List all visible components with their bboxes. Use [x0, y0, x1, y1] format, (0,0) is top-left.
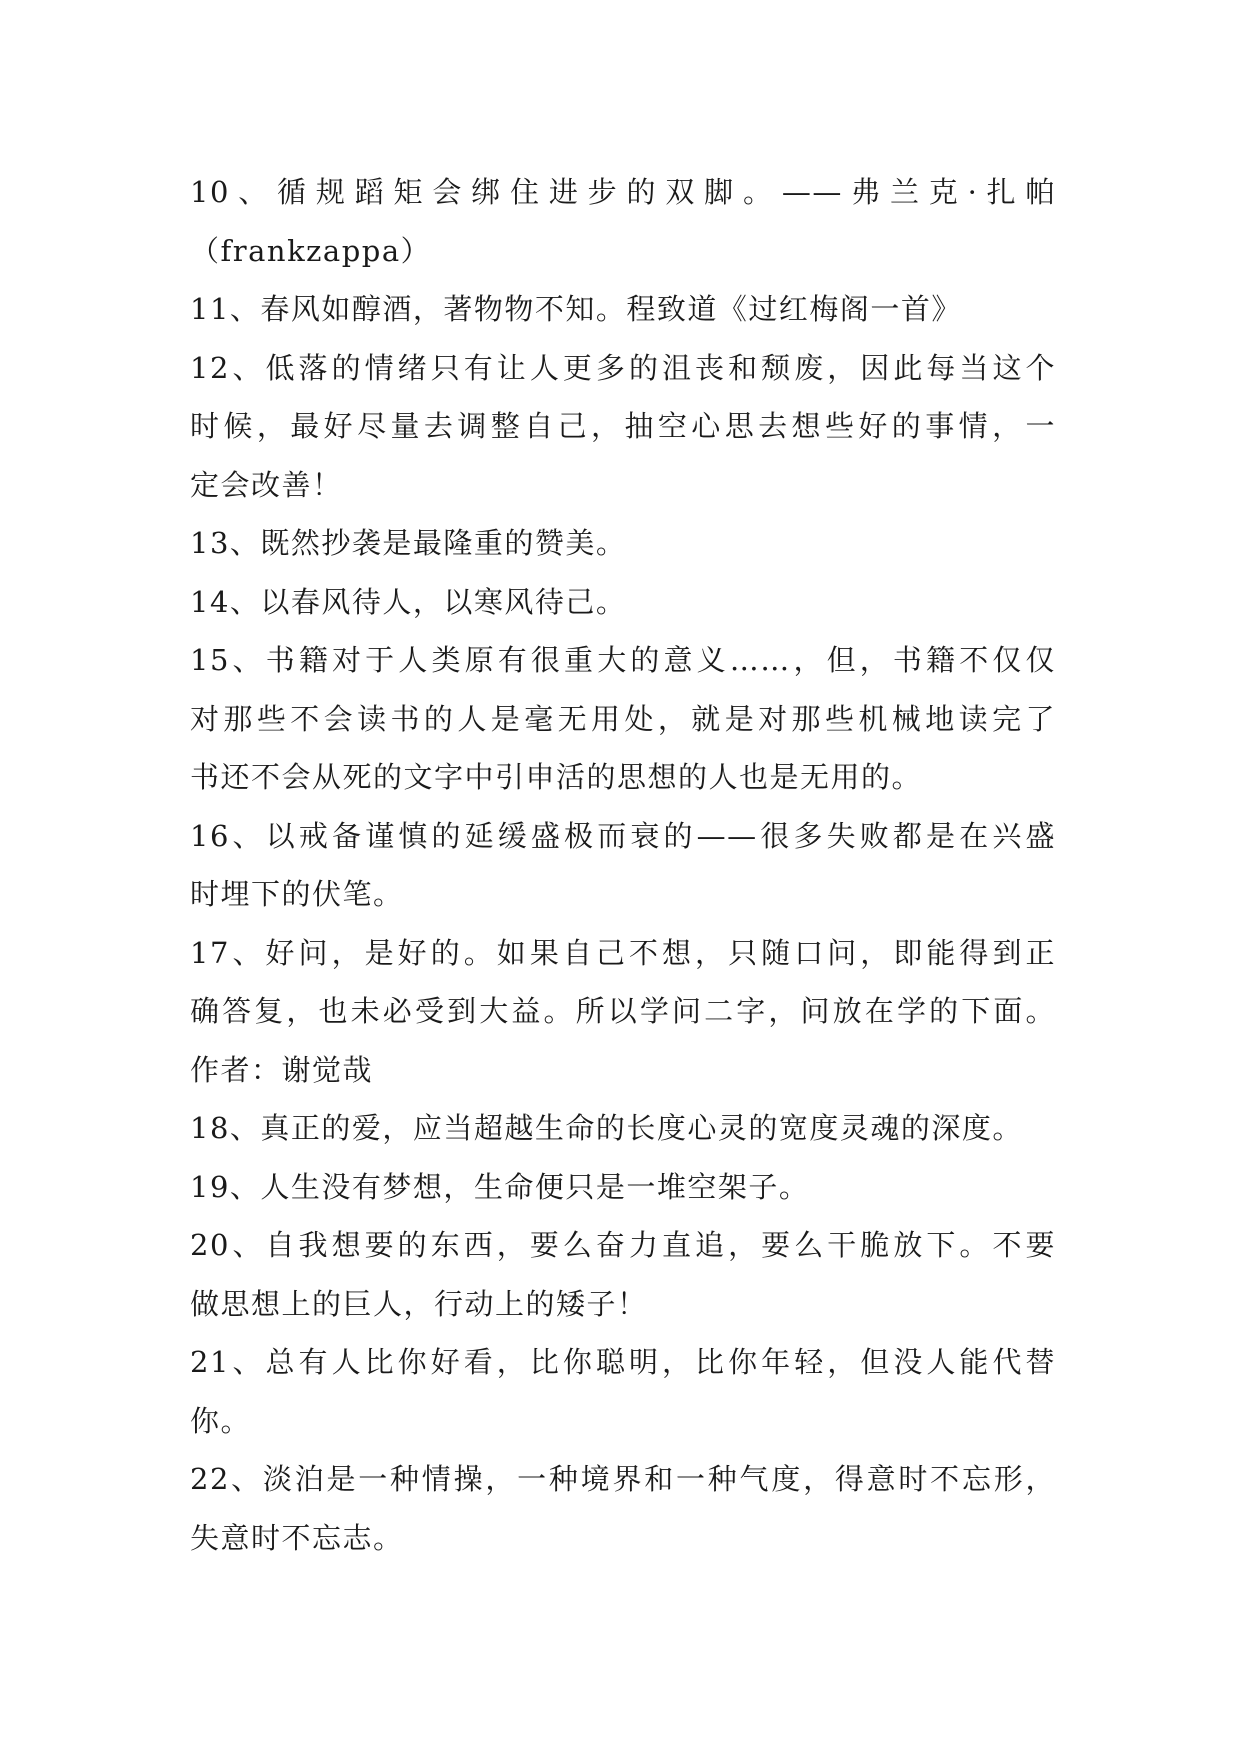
quote-entry — [190, 1099, 1056, 1158]
quote-line: 21、总有人比你好看，比你聪明，比你年轻，但没人能代替 — [190, 1345, 1056, 1379]
quote-line: 时候，最好尽量去调整自己，抽空心思去想些好的事情，一 — [190, 409, 1056, 443]
quote-entry — [190, 1333, 1056, 1450]
quote-line: 17、好问，是好的。如果自己不想，只随口问，即能得到正 — [190, 935, 1056, 970]
quote-entry — [190, 573, 1056, 632]
quote-line: 对那些不会读书的人是毫无用处，就是对那些机械地读完了 — [190, 701, 1056, 736]
quote-line: 书还不会从死的文字中引申活的思想的人也是无用的。 — [190, 760, 923, 794]
quote-line: 16、以戒备谨慎的延缓盛极而衰的——很多失败都是在兴盛 — [190, 818, 1056, 853]
quote-line: 18、真正的爱，应当超越生命的长度心灵的宽度灵魂的深度。 — [190, 1111, 1023, 1145]
quote-entry — [190, 1216, 1056, 1333]
quote-line: 作者：谢觉哉 — [190, 1052, 374, 1087]
quote-line: 定会改善！ — [190, 467, 343, 502]
document-page — [190, 163, 1056, 1567]
quote-line: 11、春风如醇酒，著物物不知。程致道《过红梅阁一首》 — [190, 292, 962, 326]
quote-entry — [190, 1158, 1056, 1217]
quote-line: 10、循规蹈矩会绑住进步的双脚。——弗兰克·扎帕 — [190, 175, 1056, 209]
quote-entry — [190, 514, 1056, 573]
quote-entry — [190, 339, 1056, 515]
quote-entry — [190, 1450, 1056, 1567]
quote-line: （frankzappa） — [190, 233, 432, 268]
quote-line: 20、自我想要的东西，要么奋力直追，要么干脆放下。不要 — [190, 1228, 1056, 1262]
quote-line: 19、人生没有梦想，生命便只是一堆空架子。 — [190, 1169, 810, 1204]
quote-line: 22、淡泊是一种情操，一种境界和一种气度，得意时不忘形， — [190, 1462, 1056, 1496]
quote-entry — [190, 280, 1056, 339]
quote-entry — [190, 807, 1056, 924]
quote-entry — [190, 163, 1056, 280]
quote-line: 13、既然抄袭是最隆重的赞美。 — [190, 526, 627, 560]
quote-line: 失意时不忘志。 — [190, 1520, 404, 1555]
quote-line: 做思想上的巨人，行动上的矮子！ — [190, 1286, 648, 1321]
quote-line: 12、低落的情绪只有让人更多的沮丧和颓废，因此每当这个 — [190, 350, 1056, 385]
quote-entry — [190, 631, 1056, 807]
quote-line: 15、书籍对于人类原有很重大的意义……，但，书籍不仅仅 — [190, 643, 1056, 677]
quote-entry — [190, 924, 1056, 1100]
quote-line: 你。 — [190, 1403, 252, 1438]
quote-line: 时埋下的伏笔。 — [190, 877, 404, 911]
quote-line: 确答复，也未必受到大益。所以学问二字，问放在学的下面。 — [190, 994, 1056, 1028]
quote-line: 14、以春风待人，以寒风待己。 — [190, 584, 627, 619]
